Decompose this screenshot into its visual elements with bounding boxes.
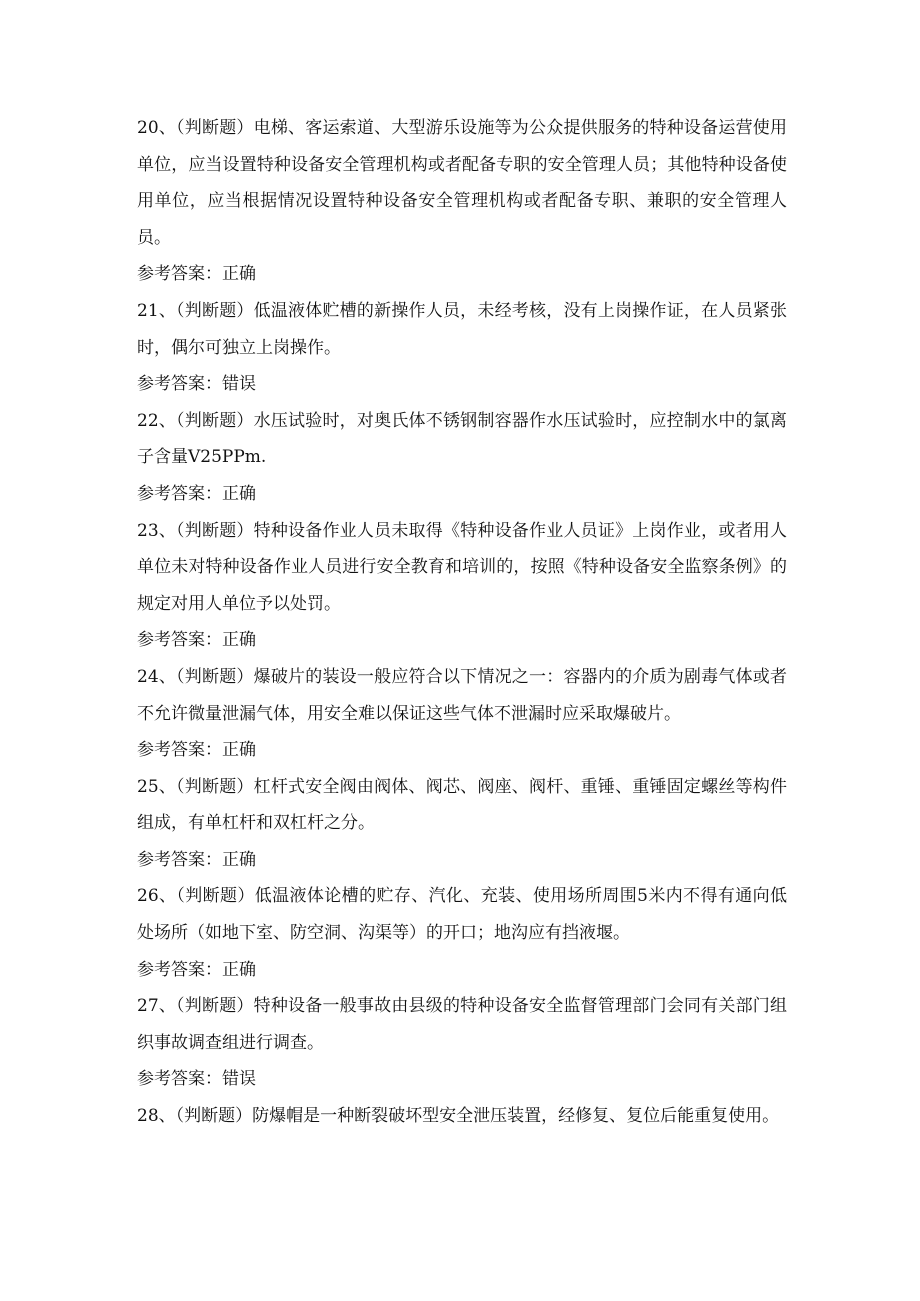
question-28: 28、（判断题）防爆帽是一种断裂破坏型安全泄压装置，经修复、复位后能重复使用。 [137,1106,780,1127]
answer-26 [137,952,787,989]
answer-label: 参考答案： [137,483,222,504]
answer-21 [137,366,787,403]
answer-25 [137,842,787,879]
answer-23 [137,622,787,659]
answer-20 [137,256,787,293]
answer-label: 参考答案： [137,849,222,870]
question-23: 23、（判断题）特种设备作业人员未取得《特种设备作业人员证》上岗作业，或者用人单位未对特种设备作业人员进行安全教育和培训的，按照《特种设备安全监察条例》的规定对用人单位予以处罚。 [137,520,787,614]
answer-value: 正确 [222,483,256,504]
answer-label: 参考答案： [137,959,222,980]
answer-27 [137,1061,787,1098]
question-24: 24、（判断题）爆破片的装设一般应符合以下情况之一：容器内的介质为剧毒气体或者不允许微量泄漏气体，用安全难以保证这些气体不泄漏时应采取爆破片。 [137,666,787,724]
answer-label: 参考答案： [137,630,222,651]
answer-value: 正确 [222,849,256,870]
answer-label: 参考答案： [137,1069,222,1090]
answer-value: 正确 [222,740,256,761]
question-25: 25、（判断题）杠杆式安全阀由阀体、阀芯、阀座、阀杆、重锤、重锤固定螺丝等构件组成，有单杠杆和双杠杆之分。 [137,776,787,834]
answer-value: 错误 [222,374,256,395]
answer-label: 参考答案： [137,264,222,285]
answer-value: 正确 [222,630,256,651]
answer-value: 错误 [222,1069,256,1090]
answer-label: 参考答案： [137,374,222,395]
answer-label: 参考答案： [137,740,222,761]
answer-22 [137,476,787,513]
question-27: 27、（判断题）特种设备一般事故由县级的特种设备安全监督管理部门会同有关部门组织事故调查组进行调查。 [137,996,787,1053]
answer-value: 正确 [222,959,256,980]
answer-24 [137,732,787,769]
question-22: 22、（判断题）水压试验时，对奥氏体不锈钢制容器作水压试验时，应控制水中的氯离子含量V25PPm. [137,410,787,468]
question-list [137,110,787,1135]
question-21: 21、（判断题）低温液体贮槽的新操作人员，未经考核，没有上岗操作证，在人员紧张时，偶尔可独立上岗操作。 [137,300,787,358]
question-20: 20、（判断题）电梯、客运索道、大型游乐设施等为公众提供服务的特种设备运营使用单位，应当设置特种设备安全管理机构或者配备专职的安全管理人员；其他特种设备使用单位，应当根据情况设置特种设备安全管理机构或者配备专职、兼职的安全管理人员。 [137,118,787,248]
answer-value: 正确 [222,264,256,285]
question-26: 26、（判断题）低温液体论槽的贮存、汽化、充装、使用场所周围5米内不得有通向低处场所（如地下室、防空洞、沟渠等）的开口；地沟应有挡液堰。 [137,886,787,944]
